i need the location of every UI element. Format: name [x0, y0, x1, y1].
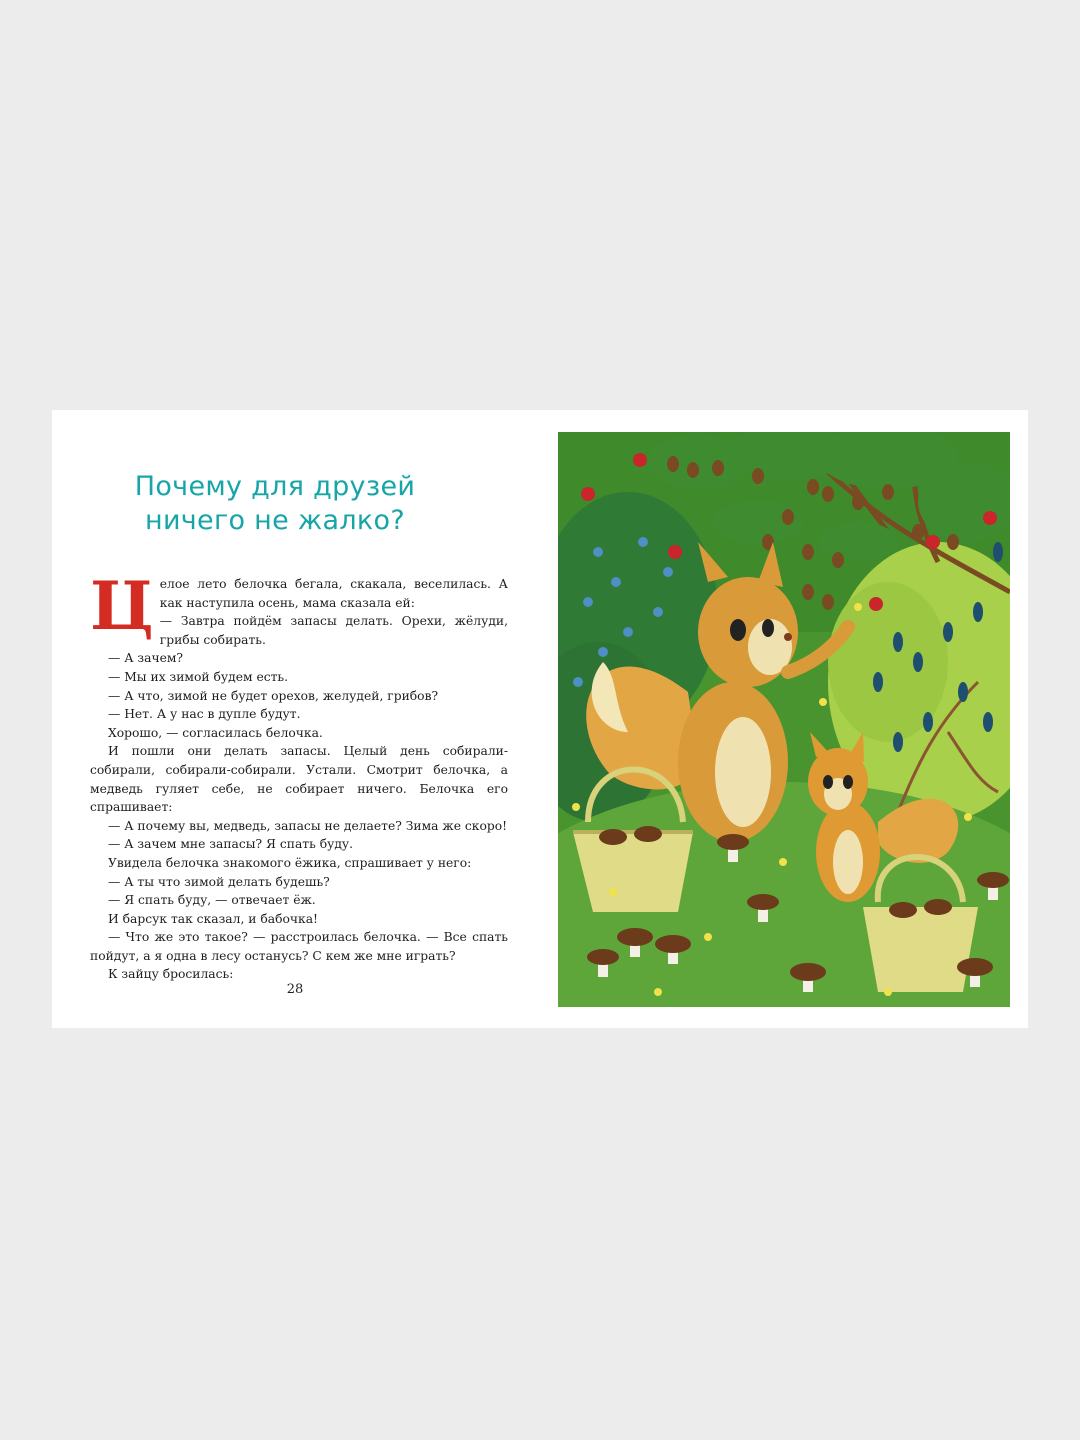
paragraph: — Мы их зимой будем есть.: [108, 669, 289, 684]
drop-cap: Ц: [90, 567, 154, 645]
forest-scene: [558, 432, 1010, 1007]
paragraph: — А ты что зимой делать будешь?: [108, 874, 330, 889]
paragraph: И пошли они делать запасы. Целый день собирали-собирали, собирали-собирали. Устали. Смотрит белочка, а медведь гуляет себе, не собирает ничего. Белочка его спрашивает:: [90, 744, 508, 815]
paragraph-text: елое лето белочка бегала, скакала, веселилась. А как наступила осень, мама сказала ей:: [159, 577, 508, 610]
title-line-2: ничего не жалко?: [145, 505, 405, 536]
squirrels-illustration: [558, 432, 1010, 1007]
big-squirrel-eye: [730, 619, 746, 641]
paragraph: — А почему вы, медведь, запасы не делаете? Зима же скоро!: [108, 818, 508, 833]
page-title: [110, 470, 440, 538]
paragraph: — А что, зимой не будет орехов, желудей, грибов?: [108, 688, 439, 703]
paragraph: — А зачем мне запасы? Я спать буду.: [108, 837, 354, 852]
paragraph: — Что же это такое? — расстроилась белочка. — Все спать пойдут, а я одна в лесу останусь? С кем же мне играть?: [90, 930, 508, 963]
paragraph: — Я спать буду, — отвечает ёж.: [108, 893, 316, 908]
paragraph: — Нет. А у нас в дупле будут.: [108, 707, 301, 722]
paragraph: К зайцу бросилась:: [108, 967, 234, 982]
paragraph: Увидела белочка знакомого ёжика, спрашивает у него:: [108, 855, 472, 870]
paragraph-text: — Завтра пойдём запасы делать. Орехи, жёлуди, грибы собирать.: [159, 614, 508, 647]
paragraph: — А зачем?: [108, 651, 184, 666]
paragraph: И барсук так сказал, и бабочка!: [108, 911, 318, 926]
story-text: [90, 567, 508, 984]
paragraph: Хорошо, — согласилась белочка.: [108, 725, 323, 740]
title-line-1: Почему для друзей: [134, 471, 416, 502]
page-number: 28: [286, 982, 304, 997]
